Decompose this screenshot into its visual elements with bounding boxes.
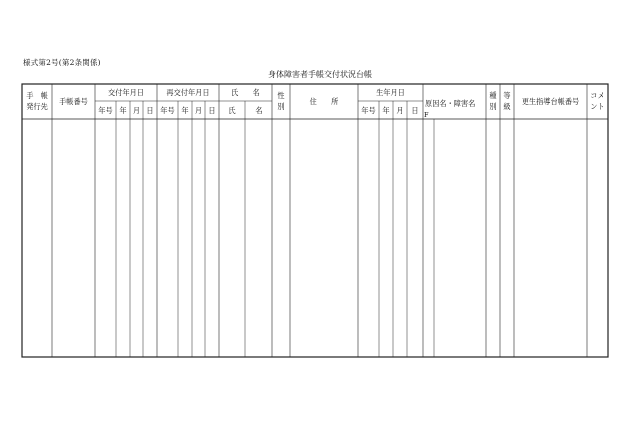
header-jusho: 住 所 <box>309 97 339 106</box>
header-techo-hakkosaki-line2: 発行先 <box>26 102 48 111</box>
subheader-seinen-hi: 日 <box>411 106 419 115</box>
header-shubetsu-line1: 種 <box>489 91 497 100</box>
header-seibetsu-line2: 別 <box>277 102 285 111</box>
header-tokyu-line1: 等 <box>503 91 511 100</box>
subheader-saikofu-tsuki: 月 <box>194 106 203 115</box>
header-techo-bango: 手帳番号 <box>59 97 88 106</box>
header-seibetsu-line1: 性 <box>277 91 285 100</box>
subheader-shi: 氏 <box>228 106 236 115</box>
form-number-label: 様式第2号(第2条関係) <box>23 58 101 67</box>
header-tokyu-line2: 級 <box>503 102 511 111</box>
table-border <box>22 84 608 357</box>
subheader-kofu-nengo: 年号 <box>98 106 113 115</box>
header-kofu-nengappi: 交付年月日 <box>108 88 144 97</box>
subheader-mei: 名 <box>255 106 263 115</box>
header-genin-f: F <box>424 111 429 119</box>
header-techo-hakkosaki-line1: 手 帳 <box>26 91 48 100</box>
header-saikofu-nengappi: 再交付年月日 <box>166 88 210 97</box>
header-shimei: 氏 名 <box>231 88 260 97</box>
header-comment-line1: コメ <box>590 91 605 100</box>
header-seinengappi: 生年月日 <box>376 88 405 97</box>
header-genin-shogai: 原因名・障害名 <box>425 99 476 108</box>
document-title: 身体障害者手帳交付状況台帳 <box>268 70 372 79</box>
subheader-kofu-hi: 日 <box>146 106 154 115</box>
subheader-kofu-tsuki: 月 <box>132 106 141 115</box>
subheader-saikofu-nengo: 年号 <box>160 106 175 115</box>
subheader-seinen-tsuki: 月 <box>396 106 404 115</box>
subheader-saikofu-nen: 年 <box>181 106 189 115</box>
header-comment-line2: ント <box>590 102 605 111</box>
subheader-seinen-nen: 年 <box>382 106 390 115</box>
subheader-saikofu-hi: 日 <box>208 106 216 115</box>
subheader-seinen-nengo: 年号 <box>361 106 376 115</box>
subheader-kofu-nen: 年 <box>119 106 127 115</box>
header-shubetsu-line2: 別 <box>489 102 497 111</box>
header-kosei-bango: 更生指導台帳番号 <box>521 97 580 106</box>
